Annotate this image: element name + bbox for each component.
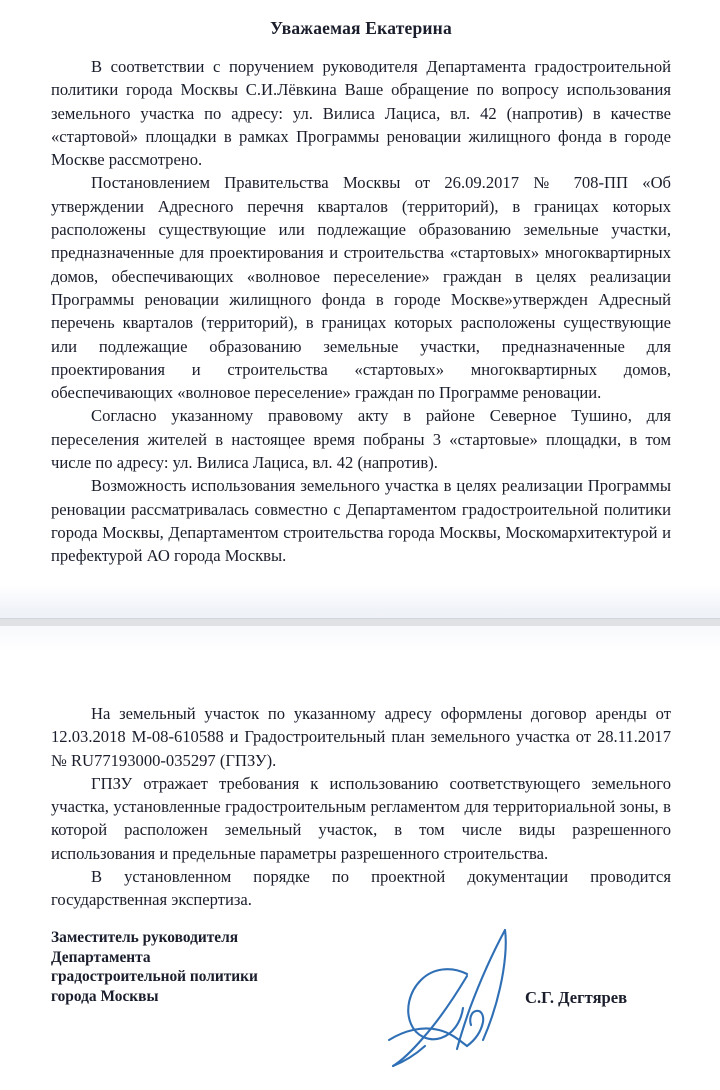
signatory-title-line: Заместитель руководителя [51,929,239,946]
paragraph: Согласно указанному правовому акту в районе Северное Тушино, для переселения жителей в настоящее время побраны 3 «стартовые» площадки, в том числе по адресу: ул. Вилиса Лациса, вл. 42 (напротив). [51,406,671,473]
signatory-title-line: города Москвы [51,987,159,1005]
paragraph: В соответствии с поручением руководителя Департамента градостроительной политики города Москвы С.И.Лёвкина Ваше обращение по вопросу использования земельного участка по адресу: ул. Вилиса Лациса, вл. 42 (напротив) в качестве «стартовой» площадки в рамках Программы реновации жилищного фонда в городе Москве рассмотрено. [51,57,671,170]
paragraph: Постановлением Правительства Москвы от 26.09.2017 № 708-ПП «Об утверждении Адресного перечня кварталов (территорий), в границах которых расположены существующие или подлежащие образованию земельные участки, предназначенные для проектирования и строительства «стартовых» многоквартирных домов, обеспечивающих «волновое переселение» граждан в целях реализации Программы реновации жилищного фонда в городе Москве»утвержден Адресный перечень кварталов (территорий), в границах которых расположены существующие или подлежащие образованию земельные участки, предназначенные для проектирования и строительства «стартовых» многоквартирных домов, обеспечивающих «волновое переселение» граждан по Программе реновации. [51,173,671,403]
page-two [0,626,720,1090]
signatory-name: С.Г. Дегтярев [525,988,628,1007]
paragraph: ГПЗУ отражает требования к использованию соответствующего земельного участка, установленные градостроительным регламентом для территориальной зоны, в которой расположен земельный участок, в том числе виды разрешенного использования и предельные параметры разрешенного строительства. [51,773,671,863]
signatory-title-line: градостроительной политики [51,968,258,986]
paragraph: В установленном порядке по проектной документации проводится государственная экспертиза. [51,867,671,910]
paragraph: Возможность использования земельного участка в целях реализации Программы реновации рассматривалась совместно с Департаментом градостроительной политики города Москвы, Департаментом строительства города Москвы, Москомархитектурой и префектурой АО города Москвы. [51,476,671,566]
signatory-title-line: Департамента [51,948,151,966]
paragraph: На земельный участок по указанному адресу оформлены договор аренды от 12.03.2018 М-08-610588 и Градостроительный план земельного участка от 28.11.2017 № RU77193000-035297 (ГПЗУ). [51,704,671,770]
salutation-heading: Уважаемая Екатерина [270,18,452,38]
signature-block [51,928,691,1006]
scan-edge-shading [0,626,720,652]
